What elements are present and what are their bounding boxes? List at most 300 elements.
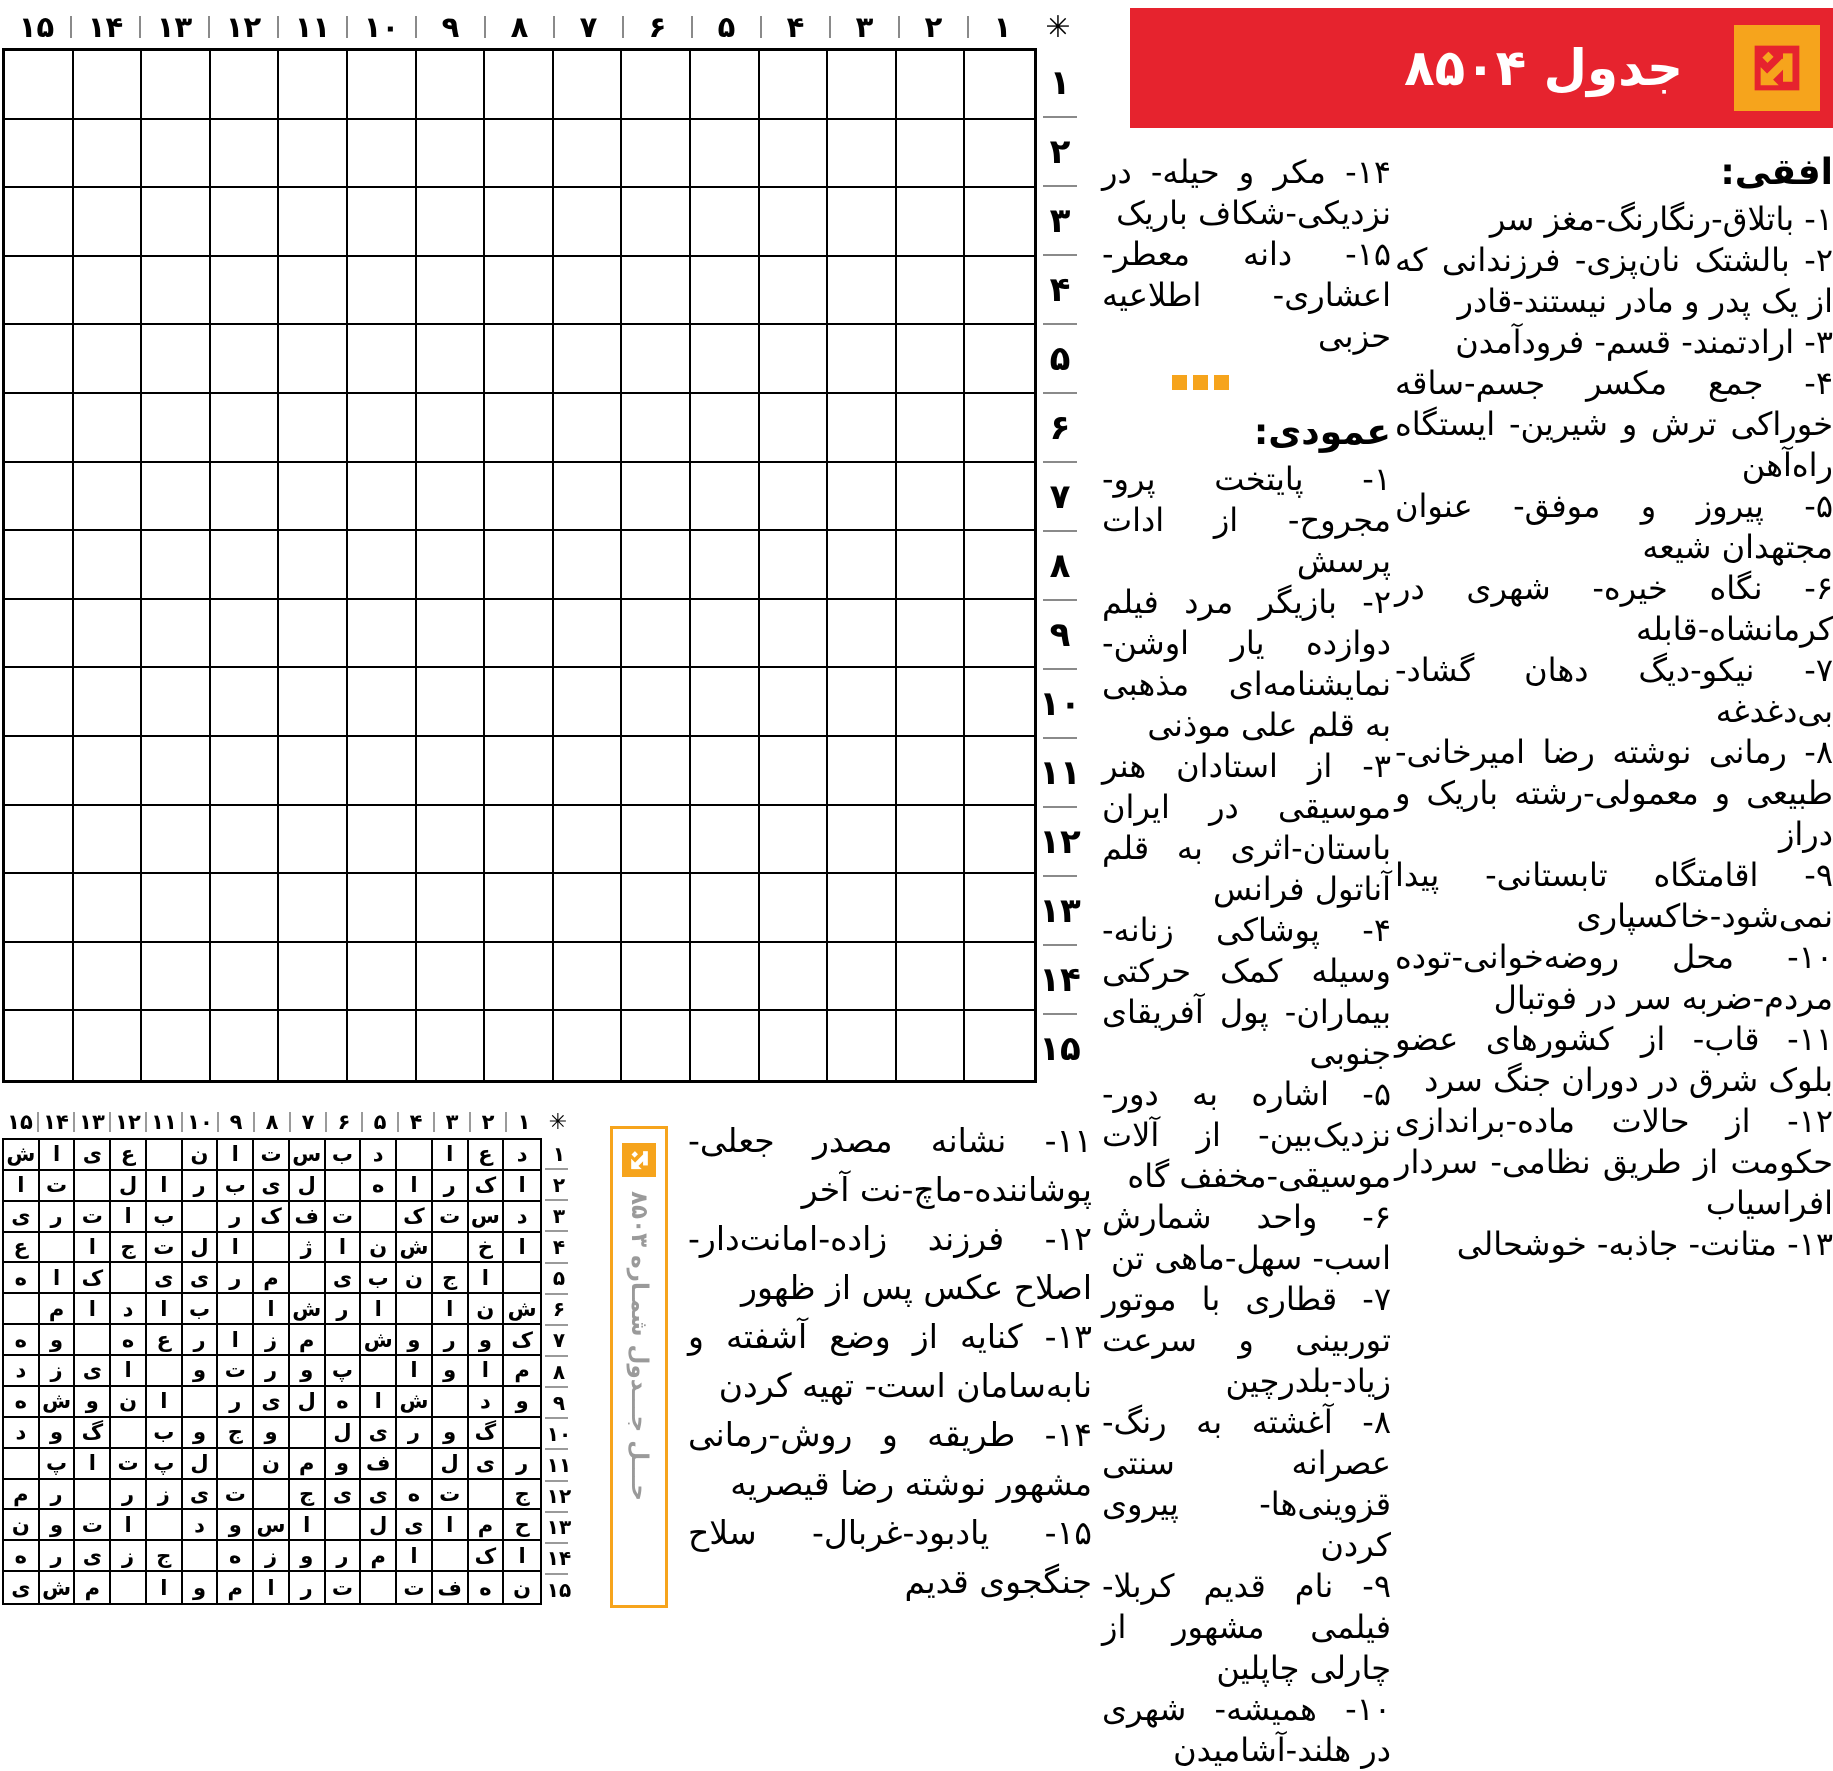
answer-cell[interactable] (142, 188, 211, 257)
answer-cell[interactable] (142, 874, 211, 943)
answer-cell[interactable] (897, 737, 966, 806)
answer-cell[interactable] (897, 806, 966, 875)
answer-cell[interactable] (211, 874, 280, 943)
answer-cell[interactable] (965, 120, 1034, 189)
answer-cell[interactable] (622, 394, 691, 463)
answer-cell[interactable] (211, 806, 280, 875)
solution-letter-cell: ه (111, 1325, 147, 1356)
answer-cell[interactable] (554, 394, 623, 463)
answer-cell[interactable] (5, 51, 74, 120)
answer-cell[interactable] (5, 188, 74, 257)
answer-cell[interactable] (142, 325, 211, 394)
solution-black-square (361, 1356, 397, 1387)
answer-cell[interactable] (142, 394, 211, 463)
solution-letter-cell: ش (397, 1233, 433, 1264)
answer-cell[interactable] (828, 188, 897, 257)
answer-cell[interactable] (279, 1011, 348, 1080)
answer-cell[interactable] (965, 874, 1034, 943)
answer-cell[interactable] (348, 1011, 417, 1080)
answer-cell[interactable] (691, 463, 760, 532)
solution-letter-cell: ا (504, 1171, 540, 1202)
answer-cell[interactable] (211, 737, 280, 806)
answer-cell[interactable] (691, 668, 760, 737)
answer-cell[interactable] (348, 943, 417, 1012)
answer-cell[interactable] (828, 806, 897, 875)
solution-letter-cell: ش (290, 1294, 326, 1325)
main-grid-column-number: ۳ (830, 8, 899, 46)
answer-cell[interactable] (897, 874, 966, 943)
down-title: عمودی: (1253, 412, 1391, 453)
answer-cell[interactable] (279, 806, 348, 875)
answer-cell[interactable] (965, 737, 1034, 806)
answer-cell[interactable] (417, 943, 486, 1012)
answer-cell[interactable] (828, 257, 897, 326)
solution-grid-column-number: ۹ (218, 1106, 254, 1138)
answer-cell[interactable] (965, 463, 1034, 532)
answer-cell[interactable] (348, 531, 417, 600)
solution-black-square (183, 1541, 219, 1572)
solution-letter-cell: ر (218, 1387, 254, 1418)
answer-cell[interactable] (348, 737, 417, 806)
solution-grid-corner-asterisk-icon: ✳ (548, 1109, 568, 1135)
clue-۵: ۵- اشاره به دور-نزدیک‌بین- از آلات موسیقی-مخفف گاه (1102, 1075, 1391, 1195)
answer-cell[interactable] (74, 943, 143, 1012)
answer-cell[interactable] (211, 51, 280, 120)
clue-۱۲: ۱۲- از حالات ماده-براندازی حکومت از طریق نظامی- سردار افراسیاب (1395, 1102, 1833, 1222)
solution-letter-cell: ه (469, 1572, 505, 1603)
answer-cell[interactable] (622, 463, 691, 532)
clue-۵: ۵- پیروز و موفق- عنوان مجتهدان شیعه (1395, 487, 1833, 566)
clue-۳: ۳- ارادتمند- قسم- فرودآمدن (1455, 323, 1833, 361)
answer-cell[interactable] (965, 51, 1034, 120)
answer-cell[interactable] (5, 325, 74, 394)
answer-cell[interactable] (348, 668, 417, 737)
answer-cell[interactable] (485, 120, 554, 189)
answer-cell[interactable] (760, 325, 829, 394)
main-grid-column-number: ۶ (623, 8, 692, 46)
answer-cell[interactable] (554, 737, 623, 806)
answer-cell[interactable] (965, 806, 1034, 875)
solution-grid-column-number: ۳ (434, 1106, 470, 1138)
answer-cell[interactable] (897, 531, 966, 600)
solution-letter-cell: و (40, 1418, 76, 1449)
answer-cell[interactable] (417, 463, 486, 532)
solution-letter-cell: ل (290, 1387, 326, 1418)
answer-cell[interactable] (142, 531, 211, 600)
answer-cell[interactable] (760, 394, 829, 463)
clue-۱۵: ۱۵- دانه معطر-اعشاری- اطلاعیه حزبی (1102, 235, 1391, 355)
answer-cell[interactable] (554, 325, 623, 394)
answer-cell[interactable] (760, 1011, 829, 1080)
answer-cell[interactable] (691, 325, 760, 394)
solution-letter-cell: خ (469, 1233, 505, 1264)
answer-cell[interactable] (691, 600, 760, 669)
answer-cell[interactable] (279, 463, 348, 532)
solution-black-square (326, 1325, 362, 1356)
solution-letter-cell: ز (40, 1356, 76, 1387)
answer-cell[interactable] (348, 257, 417, 326)
answer-cell[interactable] (691, 120, 760, 189)
solution-banner (610, 1126, 668, 1608)
solution-letter-cell: ن (254, 1449, 290, 1480)
solution-letter-cell: و (40, 1325, 76, 1356)
answer-cell[interactable] (622, 668, 691, 737)
answer-cell[interactable] (622, 1011, 691, 1080)
answer-cell[interactable] (554, 120, 623, 189)
answer-cell[interactable] (760, 668, 829, 737)
solution-letter-cell: ل (433, 1449, 469, 1480)
answer-cell[interactable] (211, 668, 280, 737)
answer-cell[interactable] (279, 394, 348, 463)
answer-cell[interactable] (142, 257, 211, 326)
solution-banner-label: حـــل جـــدول شمـاره ۸۵۰۳ (626, 1191, 652, 1501)
answer-cell[interactable] (965, 943, 1034, 1012)
main-grid-row-headers (1041, 48, 1079, 1083)
solution-letter-cell: م (4, 1480, 40, 1511)
answer-cell[interactable] (417, 737, 486, 806)
answer-cell[interactable] (622, 120, 691, 189)
answer-cell[interactable] (417, 874, 486, 943)
solution-letter-cell: ا (75, 1233, 111, 1264)
answer-cell[interactable] (5, 874, 74, 943)
solution-letter-cell: ا (111, 1510, 147, 1541)
answer-cell[interactable] (897, 188, 966, 257)
solution-letter-cell: م (40, 1294, 76, 1325)
answer-cell[interactable] (828, 325, 897, 394)
solution-letter-cell: م (504, 1356, 540, 1387)
answer-cell[interactable] (485, 806, 554, 875)
solution-black-square (433, 1387, 469, 1418)
solution-letter-cell: ی (75, 1140, 111, 1171)
solution-letter-cell: ا (40, 1263, 76, 1294)
solution-letter-cell: ل (183, 1449, 219, 1480)
answer-cell[interactable] (74, 1011, 143, 1080)
answer-cell[interactable] (74, 120, 143, 189)
main-grid-column-number: ۱۵ (18, 10, 55, 44)
answer-cell[interactable] (211, 531, 280, 600)
answer-cell[interactable] (691, 806, 760, 875)
black-square (965, 668, 1034, 737)
answer-cell[interactable] (965, 257, 1034, 326)
solution-letter-cell: ت (75, 1510, 111, 1541)
answer-cell[interactable] (74, 600, 143, 669)
answer-cell[interactable] (965, 1011, 1034, 1080)
answer-cell[interactable] (828, 531, 897, 600)
answer-cell[interactable] (485, 463, 554, 532)
answer-cell[interactable] (554, 531, 623, 600)
solution-letter-cell: ر (218, 1263, 254, 1294)
answer-cell[interactable] (417, 51, 486, 120)
answer-cell[interactable] (622, 737, 691, 806)
solution-letter-cell: ف (290, 1202, 326, 1233)
answer-cell[interactable] (348, 325, 417, 394)
answer-cell[interactable] (622, 325, 691, 394)
answer-cell[interactable] (74, 51, 143, 120)
solution-letter-cell: ی (254, 1387, 290, 1418)
answer-cell[interactable] (5, 600, 74, 669)
solution-letter-cell: ر (183, 1171, 219, 1202)
answer-cell[interactable] (897, 394, 966, 463)
main-crossword-grid[interactable] (2, 48, 1037, 1083)
answer-cell[interactable] (5, 463, 74, 532)
main-grid-corner-asterisk-icon: ✳ (1045, 9, 1071, 45)
answer-cell[interactable] (142, 600, 211, 669)
answer-cell[interactable] (74, 874, 143, 943)
solution-grid-column-number: ۸ (254, 1106, 290, 1138)
answer-cell[interactable] (348, 874, 417, 943)
answer-cell[interactable] (897, 943, 966, 1012)
answer-cell[interactable] (417, 531, 486, 600)
answer-cell[interactable] (965, 600, 1034, 669)
answer-cell[interactable] (211, 120, 280, 189)
clue-۲: ۲- بازیگر مرد فیلم دوازده یار اوشن- نمایشنامه‌ای مذهبی به قلم علی موذنی (1102, 583, 1391, 744)
main-grid-row-number: ۱۴ (1041, 945, 1079, 1014)
answer-cell[interactable] (417, 257, 486, 326)
answer-cell[interactable] (142, 943, 211, 1012)
solution-letter-cell: ش (504, 1294, 540, 1325)
solution-letter-cell: ه (4, 1541, 40, 1572)
answer-cell[interactable] (828, 737, 897, 806)
answer-cell[interactable] (5, 806, 74, 875)
answer-cell[interactable] (485, 600, 554, 669)
answer-cell[interactable] (74, 737, 143, 806)
answer-cell[interactable] (691, 257, 760, 326)
clue-۷: ۷- قطاری با موتور توربینی و سرعت زیاد-بلدرچین (1102, 1280, 1391, 1400)
answer-cell[interactable] (965, 531, 1034, 600)
answer-cell[interactable] (417, 600, 486, 669)
solution-grid-row-number: ۶ (544, 1294, 574, 1325)
answer-cell[interactable] (485, 668, 554, 737)
solution-letter-cell: ت (40, 1171, 76, 1202)
answer-cell[interactable] (348, 600, 417, 669)
answer-cell[interactable] (828, 668, 897, 737)
answer-cell[interactable] (142, 737, 211, 806)
solution-letter-cell: ش (40, 1387, 76, 1418)
answer-cell[interactable] (74, 531, 143, 600)
answer-cell[interactable] (211, 394, 280, 463)
answer-cell[interactable] (348, 51, 417, 120)
black-square (897, 668, 966, 737)
main-grid-column-headers (2, 8, 1037, 46)
answer-cell[interactable] (279, 325, 348, 394)
answer-cell[interactable] (211, 325, 280, 394)
answer-cell[interactable] (760, 874, 829, 943)
solution-letter-cell: م (290, 1325, 326, 1356)
answer-cell[interactable] (142, 463, 211, 532)
clue-۲: ۲- بالشتک نان‌پزی- فرزندانی که از یک پدر و مادر نیستند-قادر (1395, 241, 1833, 320)
answer-cell[interactable] (691, 394, 760, 463)
answer-cell[interactable] (485, 257, 554, 326)
solution-letter-cell: ت (218, 1356, 254, 1387)
answer-cell[interactable] (622, 874, 691, 943)
answer-cell[interactable] (897, 1011, 966, 1080)
clue-۱۱: ۱۱- قاب- از کشورهای عضو بلوک شرق در دوران جنگ سرد (1395, 1020, 1833, 1099)
answer-cell[interactable] (142, 120, 211, 189)
answer-cell[interactable] (554, 257, 623, 326)
answer-cell[interactable] (828, 943, 897, 1012)
answer-cell[interactable] (622, 531, 691, 600)
answer-cell[interactable] (897, 51, 966, 120)
solution-letter-cell: ش (40, 1572, 76, 1603)
answer-cell[interactable] (897, 463, 966, 532)
answer-cell[interactable] (211, 463, 280, 532)
solution-black-square (111, 1572, 147, 1603)
answer-cell[interactable] (485, 188, 554, 257)
answer-cell[interactable] (760, 531, 829, 600)
solution-letter-cell: ج (147, 1541, 183, 1572)
solution-letter-cell: و (183, 1418, 219, 1449)
black-square (279, 531, 348, 600)
solution-black-square (183, 1387, 219, 1418)
answer-cell[interactable] (485, 1011, 554, 1080)
solution-letter-cell: و (218, 1510, 254, 1541)
solution-letter-cell: ی (361, 1480, 397, 1511)
solution-grid-column-number: ۲ (470, 1106, 506, 1138)
answer-cell[interactable] (279, 51, 348, 120)
main-grid-row-number: ۹ (1041, 600, 1079, 669)
answer-cell[interactable] (554, 600, 623, 669)
solution-letter-cell: ل (361, 1510, 397, 1541)
answer-cell[interactable] (279, 600, 348, 669)
solution-letter-cell: ک (254, 1202, 290, 1233)
answer-cell[interactable] (5, 531, 74, 600)
answer-cell[interactable] (828, 463, 897, 532)
answer-cell[interactable] (74, 257, 143, 326)
answer-cell[interactable] (828, 600, 897, 669)
solution-letter-cell: و (433, 1356, 469, 1387)
answer-cell[interactable] (897, 325, 966, 394)
solution-letter-cell: ل (326, 1418, 362, 1449)
main-grid-row-number: ۱۳ (1041, 876, 1079, 945)
answer-cell[interactable] (142, 1011, 211, 1080)
answer-cell[interactable] (5, 257, 74, 326)
solution-letter-cell: ا (147, 1294, 183, 1325)
solution-letter-cell: ی (75, 1541, 111, 1572)
answer-cell[interactable] (417, 806, 486, 875)
answer-cell[interactable] (5, 943, 74, 1012)
solution-grid-row-number: ۱ (544, 1138, 574, 1169)
answer-cell[interactable] (897, 257, 966, 326)
answer-cell[interactable] (554, 1011, 623, 1080)
answer-cell[interactable] (417, 668, 486, 737)
answer-cell[interactable] (760, 257, 829, 326)
black-square (142, 668, 211, 737)
answer-cell[interactable] (211, 1011, 280, 1080)
answer-cell[interactable] (760, 600, 829, 669)
answer-cell[interactable] (897, 600, 966, 669)
answer-cell[interactable] (142, 806, 211, 875)
answer-cell[interactable] (622, 188, 691, 257)
answer-cell[interactable] (417, 120, 486, 189)
solution-letter-cell: ا (504, 1233, 540, 1264)
answer-cell[interactable] (417, 325, 486, 394)
answer-cell[interactable] (691, 943, 760, 1012)
answer-cell[interactable] (485, 943, 554, 1012)
solution-letter-cell: ه (361, 1171, 397, 1202)
answer-cell[interactable] (691, 51, 760, 120)
answer-cell[interactable] (828, 51, 897, 120)
answer-cell[interactable] (554, 874, 623, 943)
answer-cell[interactable] (828, 120, 897, 189)
answer-cell[interactable] (279, 120, 348, 189)
answer-cell[interactable] (554, 463, 623, 532)
solution-black-square (218, 1294, 254, 1325)
answer-cell[interactable] (554, 943, 623, 1012)
answer-cell[interactable] (74, 463, 143, 532)
solution-letter-cell: د (4, 1418, 40, 1449)
main-grid-row-number: ۳ (1041, 186, 1079, 255)
answer-cell[interactable] (5, 1011, 74, 1080)
answer-cell[interactable] (279, 668, 348, 737)
answer-cell[interactable] (554, 188, 623, 257)
answer-cell[interactable] (691, 737, 760, 806)
answer-cell[interactable] (74, 668, 143, 737)
solution-letter-cell: د (4, 1356, 40, 1387)
answer-cell[interactable] (622, 51, 691, 120)
answer-cell[interactable] (5, 120, 74, 189)
answer-cell[interactable] (211, 188, 280, 257)
answer-cell[interactable] (74, 188, 143, 257)
answer-cell[interactable] (760, 737, 829, 806)
answer-cell[interactable] (5, 668, 74, 737)
answer-cell[interactable] (897, 120, 966, 189)
answer-cell[interactable] (485, 394, 554, 463)
answer-cell[interactable] (74, 325, 143, 394)
answer-cell[interactable] (348, 394, 417, 463)
solution-letter-cell: ا (75, 1294, 111, 1325)
solution-letter-cell: ا (433, 1510, 469, 1541)
solution-grid-column-number: ۵ (362, 1106, 398, 1138)
solution-letter-cell: ن (183, 1140, 219, 1171)
answer-cell[interactable] (279, 737, 348, 806)
answer-cell[interactable] (554, 806, 623, 875)
answer-cell[interactable] (760, 943, 829, 1012)
solution-grid-column-number: ۷ (290, 1106, 326, 1138)
answer-cell[interactable] (417, 188, 486, 257)
answer-cell[interactable] (965, 394, 1034, 463)
solution-grid-row-headers (544, 1138, 574, 1605)
answer-cell[interactable] (485, 531, 554, 600)
solution-letter-cell: ر (40, 1480, 76, 1511)
section-separator-dots-icon (1056, 375, 1345, 390)
answer-cell[interactable] (760, 188, 829, 257)
answer-cell[interactable] (279, 257, 348, 326)
black-square (348, 806, 417, 875)
solution-letter-cell: د (111, 1294, 147, 1325)
solution-letter-cell: ی (326, 1263, 362, 1294)
solution-letter-cell: ج (218, 1418, 254, 1449)
solution-letter-cell: گ (75, 1418, 111, 1449)
answer-cell[interactable] (485, 874, 554, 943)
solution-black-square (361, 1572, 397, 1603)
clue-۱۰: ۱۰- محل روضه‌خوانی-توده مردم-ضربه سر در فوتبال (1395, 938, 1833, 1017)
solution-letter-cell: ک (469, 1541, 505, 1572)
answer-cell[interactable] (279, 943, 348, 1012)
answer-cell[interactable] (760, 51, 829, 120)
answer-cell[interactable] (348, 188, 417, 257)
answer-cell[interactable] (485, 51, 554, 120)
answer-cell[interactable] (965, 188, 1034, 257)
solution-letter-cell: ا (504, 1541, 540, 1572)
answer-cell[interactable] (74, 806, 143, 875)
answer-cell[interactable] (828, 874, 897, 943)
solution-grid-column-number: ۱۳ (74, 1106, 110, 1138)
answer-cell[interactable] (691, 1011, 760, 1080)
answer-cell[interactable] (622, 806, 691, 875)
main-grid-column-number: ۸ (485, 8, 554, 46)
solution-letter-cell: ت (147, 1233, 183, 1264)
solution-letter-cell: ل (183, 1233, 219, 1264)
